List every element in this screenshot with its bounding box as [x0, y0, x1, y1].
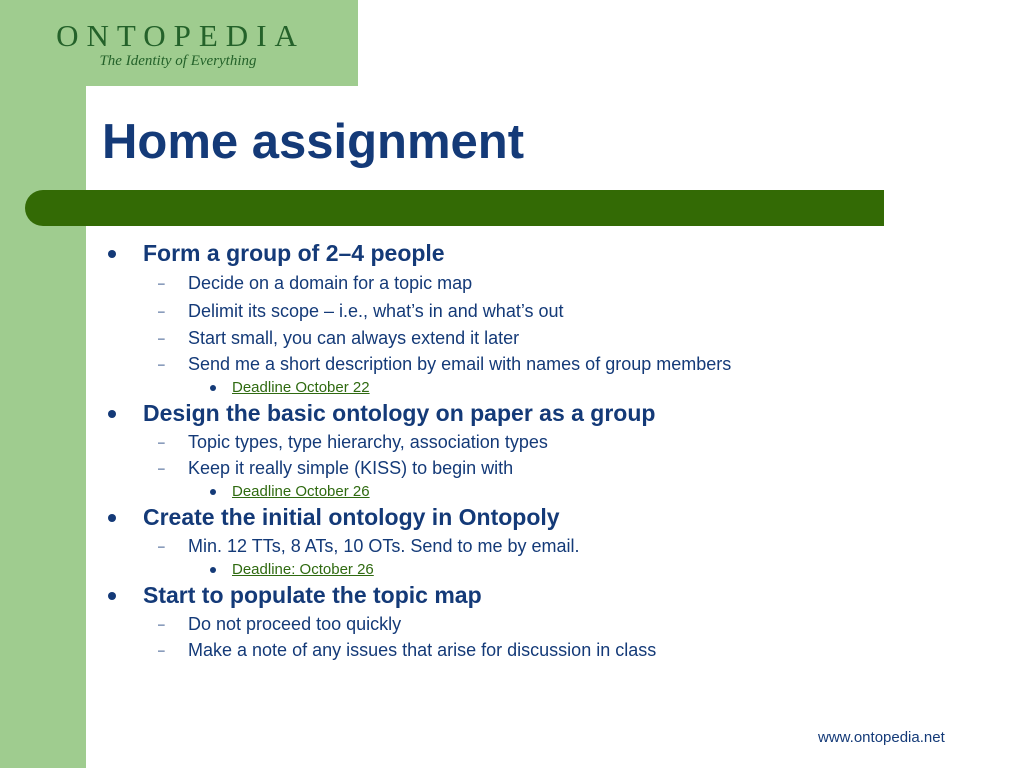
dash-marker: – [158, 643, 165, 657]
bullet-3: Create the initial ontology in Ontopoly [143, 504, 560, 530]
sub-bullet-dot [210, 385, 216, 391]
sub-bullet-dot [210, 489, 216, 495]
title-underline-bar [25, 190, 884, 226]
dash-marker: – [158, 617, 165, 631]
sub-item: Start small, you can always extend it later [188, 328, 520, 348]
dash-marker: – [158, 357, 165, 371]
sub-item: Min. 12 TTs, 8 ATs, 10 OTs. Send to me by email. [188, 536, 580, 556]
dash-marker: – [158, 435, 165, 449]
logo-name: ONTOPEDIA [56, 18, 305, 53]
bullet-1: Form a group of 2–4 people [143, 240, 445, 266]
deadline-link[interactable]: Deadline: October 26 [232, 561, 374, 578]
deadline-link[interactable]: Deadline October 26 [232, 483, 370, 500]
sub-item: Make a note of any issues that arise for discussion in class [188, 640, 657, 660]
sub-item: Keep it really simple (KISS) to begin with [188, 458, 514, 478]
sub-item: Do not proceed too quickly [188, 614, 402, 634]
sub-item: Delimit its scope – i.e., what’s in and what’s out [188, 301, 564, 321]
bullet-dot [108, 592, 116, 600]
dash-marker: – [158, 304, 165, 318]
deadline-link[interactable]: Deadline October 22 [232, 379, 370, 396]
dash-marker: – [158, 276, 165, 290]
footer-url[interactable]: www.ontopedia.net [818, 729, 945, 746]
dash-marker: – [158, 331, 165, 345]
bullet-4: Start to populate the topic map [143, 582, 482, 608]
sub-item: Decide on a domain for a topic map [188, 273, 473, 293]
bullet-2: Design the basic ontology on paper as a group [143, 400, 656, 426]
left-decor-band [0, 0, 86, 768]
sub-item: Send me a short description by email with names of group members [188, 354, 732, 374]
bullet-dot [108, 410, 116, 418]
bullet-dot [108, 250, 116, 258]
logo-tagline: The Identity of Everything [99, 53, 257, 69]
sub-item: Topic types, type hierarchy, association types [188, 432, 548, 452]
dash-marker: – [158, 539, 165, 553]
bullet-dot [108, 514, 116, 522]
sub-bullet-dot [210, 567, 216, 573]
dash-marker: – [158, 461, 165, 475]
slide-title: Home assignment [102, 115, 525, 169]
